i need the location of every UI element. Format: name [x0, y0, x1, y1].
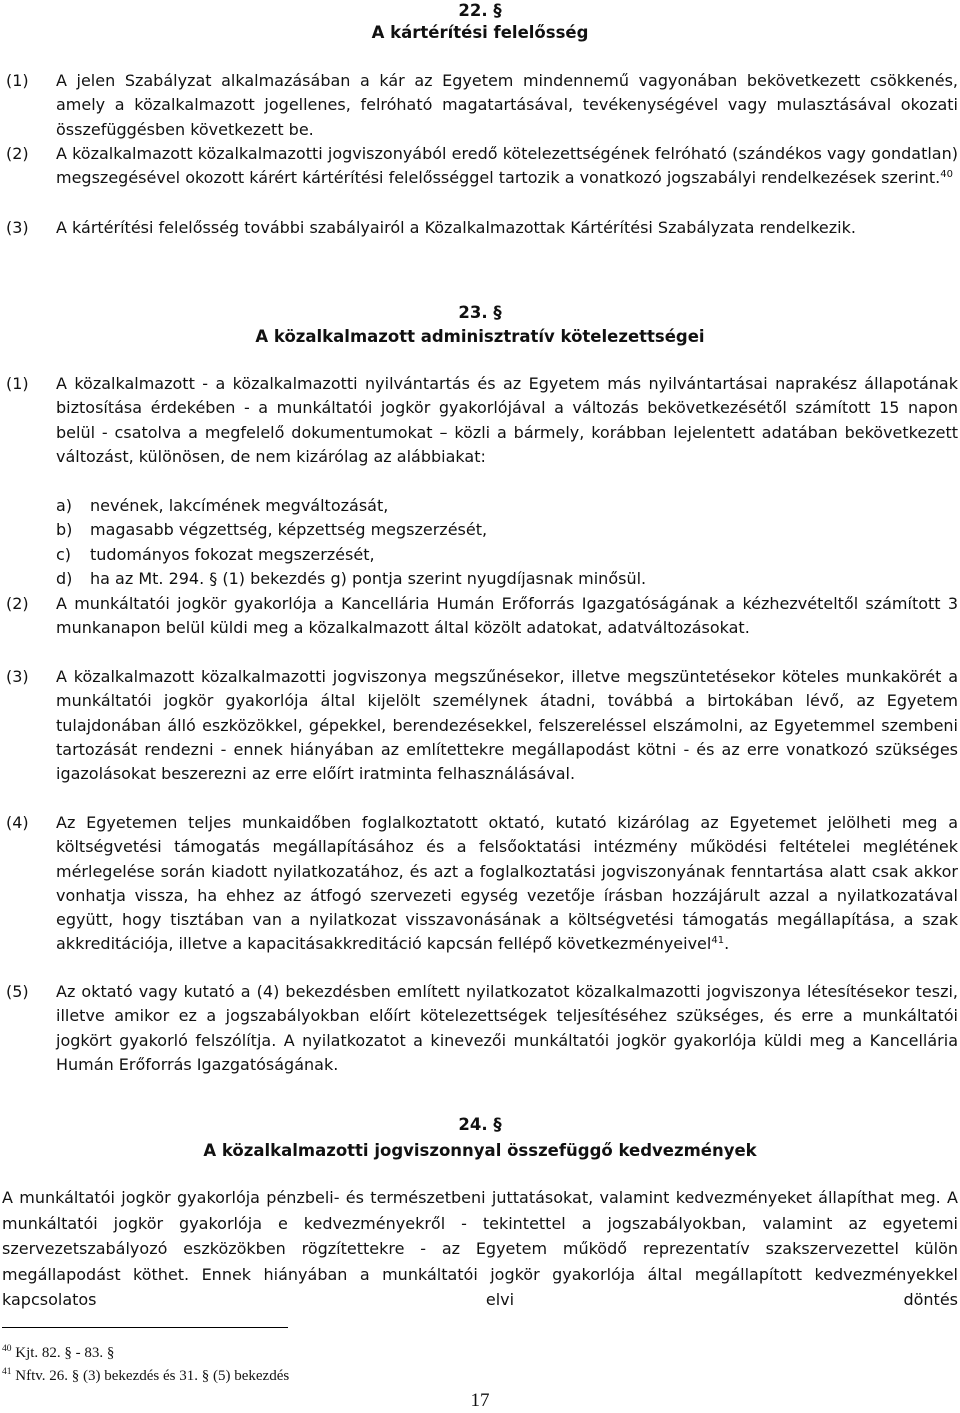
footnote-number: 41 — [2, 1367, 12, 1377]
paragraph-text: Az Egyetemen teljes munkaidőben foglalkoztatott oktató, kutató kizárólag az Egyetemet jelölheti meg a költségvetési támogatás megállapításához és a felsőoktatási intézmény működési feltételei meglétének mérlegelése során kiadott nyilatkozatához, és azt a foglalkoztatási jogviszonyának fenntartása alatt csak akkor vonhatja vissza, ha ehhez az átfogó szervezeti egység vezetője írásban hozzájárult azzal a nyilatkozatával együtt, hogy tisztában van a nyilatkozat visszavonásának a költségvetési támogatás megállapítása, a szak akkreditációja, illetve a kapacitásakkreditáció kapcsán fellépő következményeivel — [56, 813, 958, 954]
list-item — [56, 494, 956, 518]
list-item-label: c) — [56, 544, 72, 564]
footnote-ref-40: 40 — [940, 169, 953, 181]
section-22-paragraph-2 — [6, 142, 958, 191]
paragraph-text: A kártérítési felelősség további szabályairól a Közalkalmazottak Kártérítési Szabályzata rendelkezik. — [56, 218, 856, 237]
section-24-title: A közalkalmazotti jogviszonnyal összefüggő kedvezmények — [203, 1141, 757, 1160]
footnote-ref-41: 41 — [711, 935, 725, 947]
section-23-paragraph-3 — [6, 665, 958, 786]
section-22-number: 22. § — [458, 1, 502, 20]
paragraph-text: A munkáltatói jogkör gyakorlója a Kancellária Humán Erőforrás Igazgatóságának a kézhezvételtől számított 3 munkanapon belül küldi meg a közalkalmazott által közölt adatokat, adatváltozásokat. — [56, 594, 958, 638]
section-23-paragraph-1 — [6, 372, 958, 469]
footnote-41 — [2, 1366, 289, 1386]
paragraph-text: A közalkalmazott közalkalmazotti jogviszonyából eredő kötelezettségének felróható (szándékos vagy gondatlan) megszegésével okozott kárért kártérítési felelősséggel tartozik a vonatkozó jogszabályi rendelkezések szerint. — [56, 144, 958, 188]
section-23-title: A közalkalmazott adminisztratív kötelezettségei — [255, 327, 705, 346]
paragraph-number: (3) — [6, 667, 29, 686]
paragraph-number: (3) — [6, 218, 29, 237]
section-23-paragraph-5 — [6, 980, 958, 1077]
paragraph-text: A közalkalmazott közalkalmazotti jogviszonya megszűnésekor, illetve megszüntetésekor köteles munkakörét a munkáltatói jogkör gyakorlója által kijelölt személynek átadni, továbbá a birtokában lévő, az Egyetem tulajdonában álló eszközökkel, gépekkel, berendezésekkel, felszereléssel elszámolni, az Egyetemmel szembeni tartozását rendezni - ennek hiányában az említettekre megállapodást kötni - és az erre vonatkozó szükséges igazolásokat beszerezni az erre előírt iratminta felhasználásával. — [56, 667, 958, 784]
paragraph-number: (2) — [6, 594, 29, 613]
paragraph-number: (2) — [6, 144, 29, 163]
list-item-text: nevének, lakcímének megváltozását, — [90, 496, 389, 515]
section-24-body: A munkáltatói jogkör gyakorlója pénzbeli- és természetbeni juttatásokat, valamint kedvezményeket állapíthat meg. A munkáltatói jogkör gyakorlója e kedvezményekről - tekintettel a jogszabályokban, valamint az egyetemi szervezetszabályozó eszközökben rögzítettekre - az Egyetem működő reprezentatív szakszervezettel külön megállapodást köthet. Ennek hiányában a munkáltatói jogkör gyakorlója által megállapított kedvezményekkel kapcsolatos elvi döntés — [2, 1188, 958, 1309]
section-22-paragraph-1 — [6, 69, 958, 142]
list-item-label: d) — [56, 568, 73, 588]
paragraph-number: (5) — [6, 982, 29, 1001]
list-item-label: b) — [56, 520, 73, 540]
list-item — [56, 518, 956, 542]
paragraph-text-wrap — [56, 811, 958, 957]
section-24-number: 24. § — [458, 1115, 502, 1134]
page-number: 17 — [470, 1390, 490, 1411]
footnote-number: 40 — [2, 1344, 12, 1354]
paragraph-text: Az oktató vagy kutató a (4) bekezdésben említett nyilatkozatot közalkalmazotti jogviszonya létesítésekor teszi, illetve amikor ez a jogszabályokban előírt kötelezettségek teljesítéséhez szükséges, és erre a munkáltatói jogkört gyakorló felszólítja. A nyilatkozatot a kinevezői munkáltatói jogkör gyakorlója küldi meg a Kancellária Humán Erőforrás Igazgatóságának. — [56, 982, 958, 1074]
paragraph-text: A közalkalmazott - a közalkalmazotti nyilvántartás és az Egyetem más nyilvántartásai naprakész állapotának biztosítása érdekében - a munkáltatói jogkör gyakorlójával a változás bekövetkezésétől számított 15 napon belül - csatolva a megfelelő dokumentumokat – közli a bármely, korábban lejelentett adatában bekövetkezett változást, különösen, de nem kizárólag az alábbiakat: — [56, 374, 958, 466]
footnote-text: Kjt. 82. § - 83. § — [15, 1345, 115, 1361]
list-item-text: magasabb végzettség, képzettség megszerzését, — [90, 520, 488, 540]
section-23-number: 23. § — [458, 303, 502, 322]
list-item-text: ha az Mt. 294. § (1) bekezdés g) pontja szerint nyugdíjasnak minősül. — [90, 568, 647, 588]
section-23-list — [56, 494, 956, 591]
section-23-paragraph-2 — [6, 592, 958, 641]
paragraph-text-end: . — [724, 934, 730, 954]
paragraph-number: (1) — [6, 71, 29, 90]
list-item-text: tudományos fokozat megszerzését, — [90, 544, 375, 564]
list-item — [56, 543, 956, 567]
paragraph-text: A jelen Szabályzat alkalmazásában a kár az Egyetem mindennemű vagyonában bekövetkezett csökkenés, amely a közalkalmazott jogellenes, felróható magatartásával, tevékenységével vagy mulasztásával okozati összefüggésben következett be. — [56, 71, 958, 139]
list-item-label: a) — [56, 496, 73, 515]
list-item — [56, 567, 956, 591]
paragraph-number: (4) — [6, 813, 29, 832]
footnote-separator — [2, 1327, 288, 1328]
footnote-40 — [2, 1343, 114, 1363]
paragraph-text-wrap — [56, 142, 958, 191]
section-22-title: A kártérítési felelősség — [371, 23, 589, 42]
section-22-paragraph-3 — [6, 216, 958, 240]
paragraph-number: (1) — [6, 374, 29, 393]
footnote-text: Nftv. 26. § (3) bekezdés és 31. § (5) bekezdés — [15, 1368, 290, 1384]
section-23-paragraph-4 — [6, 811, 958, 957]
